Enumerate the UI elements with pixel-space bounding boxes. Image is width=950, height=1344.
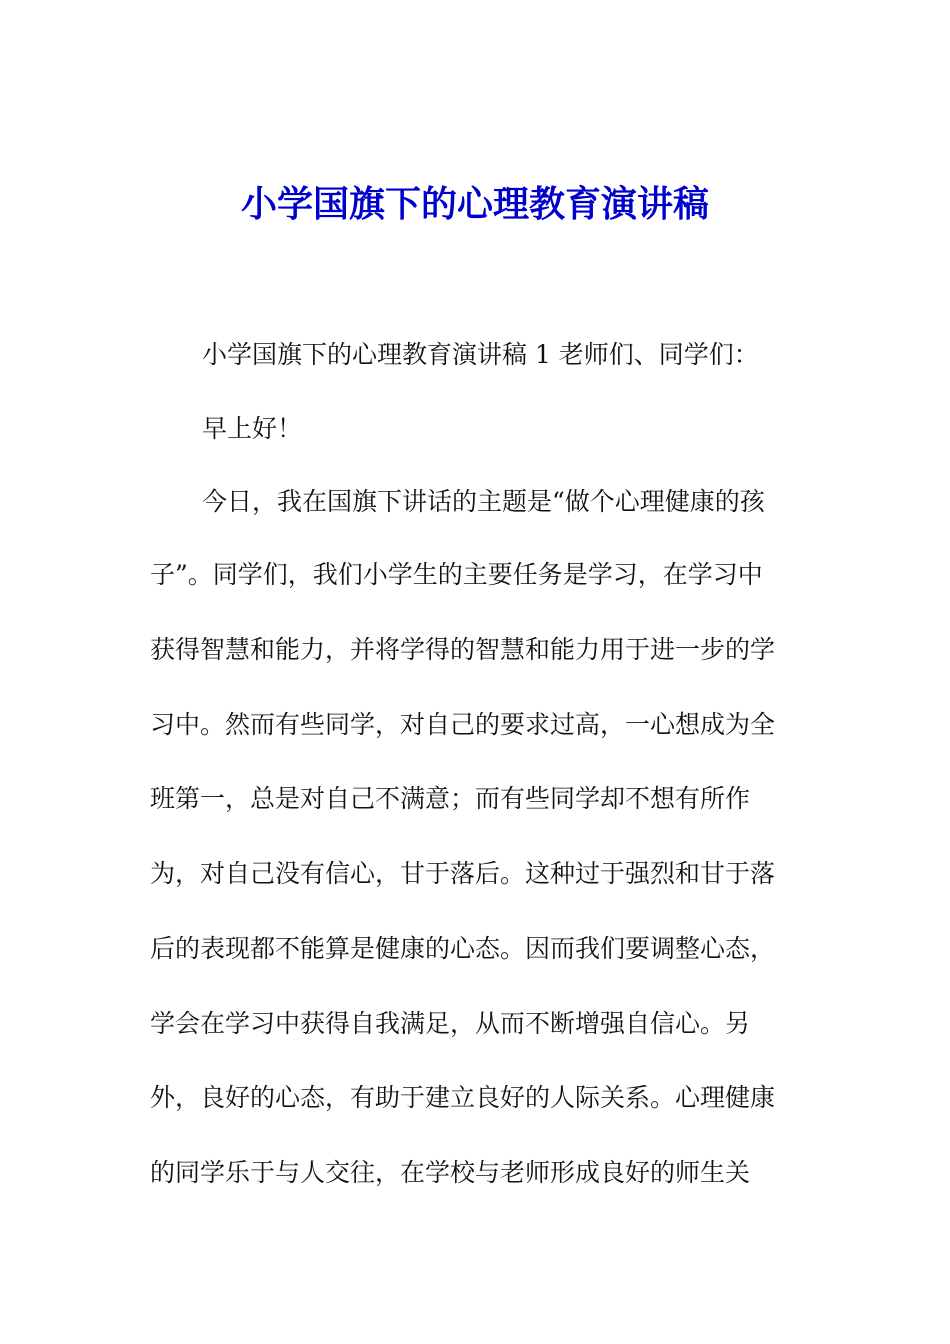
- paragraph-line: 为，对自己没有信心，甘于落后。这种过于强烈和甘于落: [150, 859, 776, 888]
- paragraph-line: 的同学乐于与人交往，在学校与老师形成良好的师生关: [150, 1158, 751, 1187]
- paragraph-line: 获得智慧和能力，并将学得的智慧和能力用于进一步的学: [150, 635, 776, 664]
- paragraph-line: 子”。同学们，我们小学生的主要任务是学习，在学习中: [150, 560, 763, 589]
- paragraph-line: 今日，我在国旗下讲话的主题是“做个心理健康的孩: [202, 487, 765, 516]
- paragraph-line: 后的表现都不能算是健康的心态。因而我们要调整心态，: [150, 934, 776, 963]
- paragraph-line: 学会在学习中获得自我满足，从而不断增强自信心。另: [150, 1009, 751, 1038]
- paragraph-line: 外，良好的心态，有助于建立良好的人际关系。心理健康: [150, 1083, 776, 1112]
- paragraph-line: 习中。然而有些同学，对自己的要求过高，一心想成为全: [150, 710, 776, 739]
- paragraph-line: 班第一，总是对自己不满意；而有些同学却不想有所作: [150, 784, 751, 813]
- document-title: 小学国旗下的心理教育演讲稿: [240, 183, 709, 225]
- paragraph-line: 小学国旗下的心理教育演讲稿 1 老师们、同学们：: [202, 340, 759, 369]
- paragraph-line: 早上好！: [202, 414, 303, 443]
